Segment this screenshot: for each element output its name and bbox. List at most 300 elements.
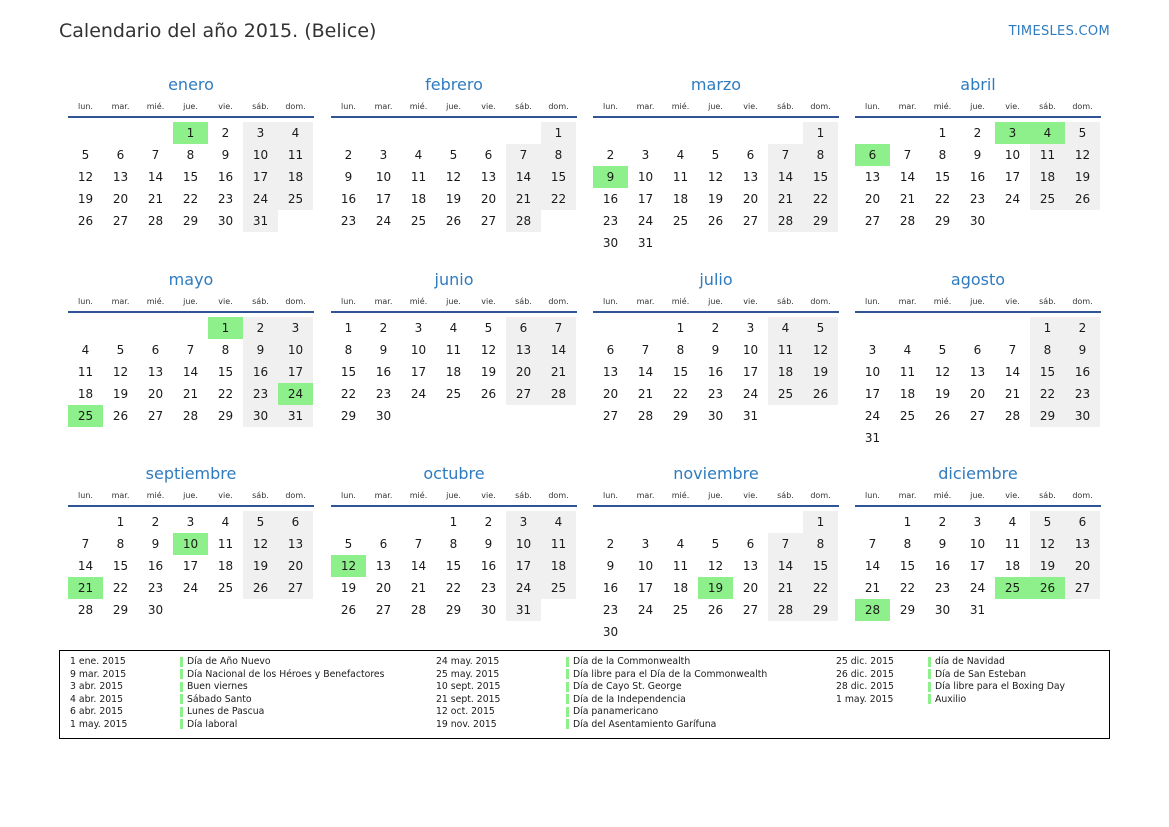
day-cell[interactable]: 2 (1065, 317, 1100, 339)
day-cell[interactable]: 28 (541, 383, 576, 405)
day-cell[interactable]: 30 (602, 236, 619, 250)
day-cell[interactable]: 16 (243, 361, 278, 383)
day-cell[interactable]: 22 (934, 192, 951, 206)
day-cell[interactable]: 14 (541, 339, 576, 361)
day-cell[interactable]: 29 (340, 409, 357, 423)
day-cell[interactable]: 18 (410, 192, 427, 206)
day-cell[interactable]: 20 (278, 555, 313, 577)
day-cell[interactable]: 26 (707, 603, 724, 617)
holiday-day-cell[interactable]: 19 (698, 577, 733, 599)
holiday-day-cell[interactable]: 24 (278, 383, 313, 405)
day-cell[interactable]: 4 (541, 511, 576, 533)
day-cell[interactable]: 1 (803, 122, 838, 144)
day-cell[interactable]: 17 (1004, 170, 1021, 184)
day-cell[interactable]: 13 (602, 365, 619, 379)
day-cell[interactable]: 3 (278, 317, 313, 339)
day-cell[interactable]: 1 (803, 511, 838, 533)
day-cell[interactable]: 24 (182, 581, 199, 595)
day-cell[interactable]: 28 (768, 599, 803, 621)
day-cell[interactable]: 11 (1004, 537, 1021, 551)
day-cell[interactable]: 17 (375, 192, 392, 206)
day-cell[interactable]: 19 (803, 361, 838, 383)
day-cell[interactable]: 21 (637, 387, 654, 401)
day-cell[interactable]: 18 (445, 365, 462, 379)
day-cell[interactable]: 26 (445, 214, 462, 228)
day-cell[interactable]: 22 (1030, 383, 1065, 405)
day-cell[interactable]: 4 (676, 148, 685, 162)
day-cell[interactable]: 29 (217, 409, 234, 423)
day-cell[interactable]: 29 (803, 210, 838, 232)
day-cell[interactable]: 25 (672, 214, 689, 228)
day-cell[interactable]: 13 (147, 365, 164, 379)
day-cell[interactable]: 11 (672, 559, 689, 573)
day-cell[interactable]: 30 (243, 405, 278, 427)
day-cell[interactable]: 3 (641, 148, 650, 162)
day-cell[interactable]: 25 (445, 387, 462, 401)
day-cell[interactable]: 8 (221, 343, 230, 357)
day-cell[interactable]: 31 (243, 210, 278, 232)
day-cell[interactable]: 20 (1065, 555, 1100, 577)
day-cell[interactable]: 18 (541, 555, 576, 577)
day-cell[interactable]: 27 (1065, 577, 1100, 599)
day-cell[interactable]: 2 (606, 537, 615, 551)
day-cell[interactable]: 9 (243, 339, 278, 361)
day-cell[interactable]: 29 (445, 603, 462, 617)
day-cell[interactable]: 19 (340, 581, 357, 595)
day-cell[interactable]: 24 (375, 214, 392, 228)
day-cell[interactable]: 26 (1065, 188, 1100, 210)
day-cell[interactable]: 26 (340, 603, 357, 617)
day-cell[interactable]: 14 (768, 166, 803, 188)
day-cell[interactable]: 31 (742, 409, 759, 423)
day-cell[interactable]: 7 (768, 533, 803, 555)
day-cell[interactable]: 8 (116, 537, 125, 551)
day-cell[interactable]: 24 (742, 387, 759, 401)
day-cell[interactable]: 12 (480, 343, 497, 357)
day-cell[interactable]: 17 (243, 166, 278, 188)
day-cell[interactable]: 28 (637, 409, 654, 423)
day-cell[interactable]: 24 (410, 387, 427, 401)
day-cell[interactable]: 11 (77, 365, 94, 379)
day-cell[interactable]: 28 (768, 210, 803, 232)
day-cell[interactable]: 17 (410, 365, 427, 379)
day-cell[interactable]: 9 (484, 537, 493, 551)
day-cell[interactable]: 7 (506, 144, 541, 166)
day-cell[interactable]: 17 (182, 559, 199, 573)
day-cell[interactable]: 8 (676, 343, 685, 357)
day-cell[interactable]: 4 (414, 148, 423, 162)
day-cell[interactable]: 16 (480, 559, 497, 573)
day-cell[interactable]: 7 (768, 144, 803, 166)
day-cell[interactable]: 25 (541, 577, 576, 599)
day-cell[interactable]: 6 (484, 148, 493, 162)
day-cell[interactable]: 19 (934, 387, 951, 401)
day-cell[interactable]: 16 (934, 559, 951, 573)
day-cell[interactable]: 6 (151, 343, 160, 357)
day-cell[interactable]: 16 (217, 170, 234, 184)
holiday-day-cell[interactable]: 25 (995, 577, 1030, 599)
day-cell[interactable]: 2 (938, 515, 947, 529)
holiday-day-cell[interactable]: 9 (593, 166, 628, 188)
day-cell[interactable]: 16 (340, 192, 357, 206)
day-cell[interactable]: 27 (969, 409, 986, 423)
day-cell[interactable]: 22 (541, 188, 576, 210)
day-cell[interactable]: 14 (899, 170, 916, 184)
day-cell[interactable]: 15 (934, 170, 951, 184)
holiday-day-cell[interactable]: 10 (173, 533, 208, 555)
day-cell[interactable]: 6 (746, 537, 755, 551)
day-cell[interactable]: 4 (278, 122, 313, 144)
day-cell[interactable]: 4 (903, 343, 912, 357)
day-cell[interactable]: 16 (147, 559, 164, 573)
day-cell[interactable]: 18 (1030, 166, 1065, 188)
day-cell[interactable]: 19 (112, 387, 129, 401)
day-cell[interactable]: 4 (81, 343, 90, 357)
day-cell[interactable]: 13 (480, 170, 497, 184)
day-cell[interactable]: 18 (899, 387, 916, 401)
day-cell[interactable]: 7 (186, 343, 195, 357)
day-cell[interactable]: 24 (969, 581, 986, 595)
day-cell[interactable]: 17 (506, 555, 541, 577)
day-cell[interactable]: 4 (221, 515, 230, 529)
day-cell[interactable]: 19 (1030, 555, 1065, 577)
day-cell[interactable]: 20 (506, 361, 541, 383)
day-cell[interactable]: 9 (606, 559, 615, 573)
day-cell[interactable]: 6 (1065, 511, 1100, 533)
day-cell[interactable]: 27 (864, 214, 881, 228)
day-cell[interactable]: 1 (344, 321, 353, 335)
day-cell[interactable]: 29 (182, 214, 199, 228)
day-cell[interactable]: 26 (77, 214, 94, 228)
day-cell[interactable]: 2 (379, 321, 388, 335)
day-cell[interactable]: 10 (969, 537, 986, 551)
day-cell[interactable]: 19 (707, 192, 724, 206)
day-cell[interactable]: 13 (375, 559, 392, 573)
day-cell[interactable]: 23 (217, 192, 234, 206)
day-cell[interactable]: 19 (77, 192, 94, 206)
day-cell[interactable]: 18 (217, 559, 234, 573)
day-cell[interactable]: 11 (217, 537, 234, 551)
day-cell[interactable]: 15 (340, 365, 357, 379)
holiday-day-cell[interactable]: 4 (1030, 122, 1065, 144)
day-cell[interactable]: 29 (112, 603, 129, 617)
day-cell[interactable]: 10 (637, 170, 654, 184)
day-cell[interactable]: 9 (221, 148, 230, 162)
day-cell[interactable]: 21 (768, 577, 803, 599)
day-cell[interactable]: 10 (864, 365, 881, 379)
day-cell[interactable]: 8 (803, 533, 838, 555)
day-cell[interactable]: 22 (445, 581, 462, 595)
day-cell[interactable]: 3 (506, 511, 541, 533)
day-cell[interactable]: 8 (344, 343, 353, 357)
day-cell[interactable]: 15 (112, 559, 129, 573)
day-cell[interactable]: 9 (1065, 339, 1100, 361)
day-cell[interactable]: 15 (445, 559, 462, 573)
day-cell[interactable]: 7 (81, 537, 90, 551)
day-cell[interactable]: 15 (803, 166, 838, 188)
day-cell[interactable]: 1 (903, 515, 912, 529)
day-cell[interactable]: 21 (506, 188, 541, 210)
day-cell[interactable]: 8 (938, 148, 947, 162)
day-cell[interactable]: 17 (637, 192, 654, 206)
day-cell[interactable]: 23 (969, 192, 986, 206)
day-cell[interactable]: 3 (868, 343, 877, 357)
day-cell[interactable]: 31 (278, 405, 313, 427)
day-cell[interactable]: 7 (868, 537, 877, 551)
day-cell[interactable]: 28 (506, 210, 541, 232)
day-cell[interactable]: 10 (1004, 148, 1021, 162)
day-cell[interactable]: 5 (711, 537, 720, 551)
day-cell[interactable]: 4 (449, 321, 458, 335)
day-cell[interactable]: 26 (934, 409, 951, 423)
day-cell[interactable]: 18 (672, 192, 689, 206)
day-cell[interactable]: 5 (243, 511, 278, 533)
day-cell[interactable]: 6 (278, 511, 313, 533)
day-cell[interactable]: 10 (278, 339, 313, 361)
day-cell[interactable]: 27 (480, 214, 497, 228)
day-cell[interactable]: 12 (112, 365, 129, 379)
day-cell[interactable]: 24 (506, 577, 541, 599)
day-cell[interactable]: 23 (602, 214, 619, 228)
day-cell[interactable]: 22 (182, 192, 199, 206)
day-cell[interactable]: 1 (938, 126, 947, 140)
holiday-day-cell[interactable]: 12 (331, 555, 366, 577)
day-cell[interactable]: 29 (672, 409, 689, 423)
day-cell[interactable]: 12 (934, 365, 951, 379)
day-cell[interactable]: 5 (344, 537, 353, 551)
day-cell[interactable]: 11 (410, 170, 427, 184)
day-cell[interactable]: 25 (899, 409, 916, 423)
day-cell[interactable]: 27 (506, 383, 541, 405)
day-cell[interactable]: 27 (112, 214, 129, 228)
day-cell[interactable]: 14 (410, 559, 427, 573)
day-cell[interactable]: 2 (243, 317, 278, 339)
brand-link[interactable]: TIMESLES.COM (1008, 24, 1110, 39)
day-cell[interactable]: 29 (934, 214, 951, 228)
day-cell[interactable]: 24 (637, 214, 654, 228)
day-cell[interactable]: 6 (506, 317, 541, 339)
day-cell[interactable]: 17 (969, 559, 986, 573)
holiday-day-cell[interactable]: 6 (855, 144, 890, 166)
day-cell[interactable]: 5 (484, 321, 493, 335)
day-cell[interactable]: 20 (112, 192, 129, 206)
day-cell[interactable]: 6 (379, 537, 388, 551)
day-cell[interactable]: 21 (899, 192, 916, 206)
day-cell[interactable]: 12 (707, 559, 724, 573)
day-cell[interactable]: 16 (1065, 361, 1100, 383)
day-cell[interactable]: 5 (81, 148, 90, 162)
day-cell[interactable]: 10 (243, 144, 278, 166)
day-cell[interactable]: 19 (243, 555, 278, 577)
day-cell[interactable]: 25 (278, 188, 313, 210)
day-cell[interactable]: 26 (480, 387, 497, 401)
day-cell[interactable]: 14 (147, 170, 164, 184)
day-cell[interactable]: 15 (803, 555, 838, 577)
day-cell[interactable]: 20 (969, 387, 986, 401)
day-cell[interactable]: 22 (217, 387, 234, 401)
day-cell[interactable]: 5 (711, 148, 720, 162)
day-cell[interactable]: 13 (506, 339, 541, 361)
day-cell[interactable]: 28 (410, 603, 427, 617)
day-cell[interactable]: 18 (278, 166, 313, 188)
day-cell[interactable]: 23 (1065, 383, 1100, 405)
day-cell[interactable]: 6 (606, 343, 615, 357)
day-cell[interactable]: 29 (1030, 405, 1065, 427)
day-cell[interactable]: 12 (243, 533, 278, 555)
day-cell[interactable]: 25 (1030, 188, 1065, 210)
day-cell[interactable]: 2 (606, 148, 615, 162)
day-cell[interactable]: 11 (445, 343, 462, 357)
day-cell[interactable]: 23 (147, 581, 164, 595)
day-cell[interactable]: 9 (711, 343, 720, 357)
day-cell[interactable]: 30 (1065, 405, 1100, 427)
day-cell[interactable]: 11 (899, 365, 916, 379)
day-cell[interactable]: 2 (344, 148, 353, 162)
day-cell[interactable]: 23 (480, 581, 497, 595)
day-cell[interactable]: 5 (938, 343, 947, 357)
day-cell[interactable]: 4 (676, 537, 685, 551)
day-cell[interactable]: 15 (182, 170, 199, 184)
day-cell[interactable]: 15 (541, 166, 576, 188)
day-cell[interactable]: 3 (973, 515, 982, 529)
day-cell[interactable]: 22 (112, 581, 129, 595)
holiday-day-cell[interactable]: 1 (208, 317, 243, 339)
day-cell[interactable]: 24 (1004, 192, 1021, 206)
holiday-day-cell[interactable]: 21 (68, 577, 103, 599)
day-cell[interactable]: 27 (742, 214, 759, 228)
day-cell[interactable]: 2 (711, 321, 720, 335)
day-cell[interactable]: 14 (768, 555, 803, 577)
day-cell[interactable]: 30 (602, 625, 619, 639)
day-cell[interactable]: 4 (1008, 515, 1017, 529)
day-cell[interactable]: 21 (147, 192, 164, 206)
day-cell[interactable]: 3 (379, 148, 388, 162)
day-cell[interactable]: 12 (445, 170, 462, 184)
day-cell[interactable]: 14 (637, 365, 654, 379)
day-cell[interactable]: 20 (742, 192, 759, 206)
day-cell[interactable]: 13 (742, 170, 759, 184)
day-cell[interactable]: 26 (803, 383, 838, 405)
day-cell[interactable]: 21 (864, 581, 881, 595)
day-cell[interactable]: 25 (672, 603, 689, 617)
day-cell[interactable]: 8 (903, 537, 912, 551)
day-cell[interactable]: 23 (340, 214, 357, 228)
day-cell[interactable]: 8 (1030, 339, 1065, 361)
day-cell[interactable]: 7 (641, 343, 650, 357)
day-cell[interactable]: 13 (742, 559, 759, 573)
day-cell[interactable]: 27 (375, 603, 392, 617)
day-cell[interactable]: 16 (375, 365, 392, 379)
day-cell[interactable]: 3 (746, 321, 755, 335)
day-cell[interactable]: 19 (1065, 166, 1100, 188)
day-cell[interactable]: 20 (864, 192, 881, 206)
day-cell[interactable]: 30 (480, 603, 497, 617)
day-cell[interactable]: 29 (803, 599, 838, 621)
day-cell[interactable]: 20 (480, 192, 497, 206)
day-cell[interactable]: 25 (768, 383, 803, 405)
day-cell[interactable]: 28 (77, 603, 94, 617)
day-cell[interactable]: 7 (414, 537, 423, 551)
day-cell[interactable]: 6 (973, 343, 982, 357)
day-cell[interactable]: 30 (147, 603, 164, 617)
day-cell[interactable]: 21 (768, 188, 803, 210)
day-cell[interactable]: 7 (1008, 343, 1017, 357)
day-cell[interactable]: 30 (707, 409, 724, 423)
day-cell[interactable]: 1 (541, 122, 576, 144)
day-cell[interactable]: 23 (934, 581, 951, 595)
day-cell[interactable]: 21 (1004, 387, 1021, 401)
day-cell[interactable]: 14 (182, 365, 199, 379)
day-cell[interactable]: 27 (278, 577, 313, 599)
day-cell[interactable]: 29 (899, 603, 916, 617)
day-cell[interactable]: 22 (672, 387, 689, 401)
day-cell[interactable]: 10 (637, 559, 654, 573)
day-cell[interactable]: 24 (637, 603, 654, 617)
holiday-day-cell[interactable]: 3 (995, 122, 1030, 144)
day-cell[interactable]: 31 (637, 236, 654, 250)
day-cell[interactable]: 10 (506, 533, 541, 555)
day-cell[interactable]: 1 (116, 515, 125, 529)
day-cell[interactable]: 5 (803, 317, 838, 339)
day-cell[interactable]: 25 (217, 581, 234, 595)
day-cell[interactable]: 16 (707, 365, 724, 379)
day-cell[interactable]: 31 (506, 599, 541, 621)
day-cell[interactable]: 17 (278, 361, 313, 383)
day-cell[interactable]: 20 (147, 387, 164, 401)
day-cell[interactable]: 4 (768, 317, 803, 339)
day-cell[interactable]: 26 (707, 214, 724, 228)
day-cell[interactable]: 12 (77, 170, 94, 184)
day-cell[interactable]: 16 (602, 192, 619, 206)
day-cell[interactable]: 11 (672, 170, 689, 184)
day-cell[interactable]: 3 (414, 321, 423, 335)
day-cell[interactable]: 2 (973, 126, 982, 140)
day-cell[interactable]: 9 (344, 170, 353, 184)
day-cell[interactable]: 28 (182, 409, 199, 423)
day-cell[interactable]: 5 (449, 148, 458, 162)
holiday-day-cell[interactable]: 25 (68, 405, 103, 427)
day-cell[interactable]: 24 (864, 409, 881, 423)
day-cell[interactable]: 1 (449, 515, 458, 529)
day-cell[interactable]: 6 (116, 148, 125, 162)
day-cell[interactable]: 30 (217, 214, 234, 228)
day-cell[interactable]: 8 (803, 144, 838, 166)
day-cell[interactable]: 15 (672, 365, 689, 379)
day-cell[interactable]: 14 (1004, 365, 1021, 379)
day-cell[interactable]: 12 (707, 170, 724, 184)
day-cell[interactable]: 31 (864, 431, 881, 445)
day-cell[interactable]: 23 (707, 387, 724, 401)
day-cell[interactable]: 17 (742, 365, 759, 379)
day-cell[interactable]: 10 (410, 343, 427, 357)
day-cell[interactable]: 14 (77, 559, 94, 573)
day-cell[interactable]: 22 (340, 387, 357, 401)
day-cell[interactable]: 30 (375, 409, 392, 423)
day-cell[interactable]: 25 (410, 214, 427, 228)
day-cell[interactable]: 31 (969, 603, 986, 617)
day-cell[interactable]: 18 (672, 581, 689, 595)
day-cell[interactable]: 16 (602, 581, 619, 595)
day-cell[interactable]: 13 (1065, 533, 1100, 555)
day-cell[interactable]: 9 (151, 537, 160, 551)
day-cell[interactable]: 30 (934, 603, 951, 617)
day-cell[interactable]: 11 (1030, 144, 1065, 166)
day-cell[interactable]: 13 (112, 170, 129, 184)
day-cell[interactable]: 22 (803, 577, 838, 599)
day-cell[interactable]: 28 (899, 214, 916, 228)
day-cell[interactable]: 8 (186, 148, 195, 162)
day-cell[interactable]: 17 (864, 387, 881, 401)
